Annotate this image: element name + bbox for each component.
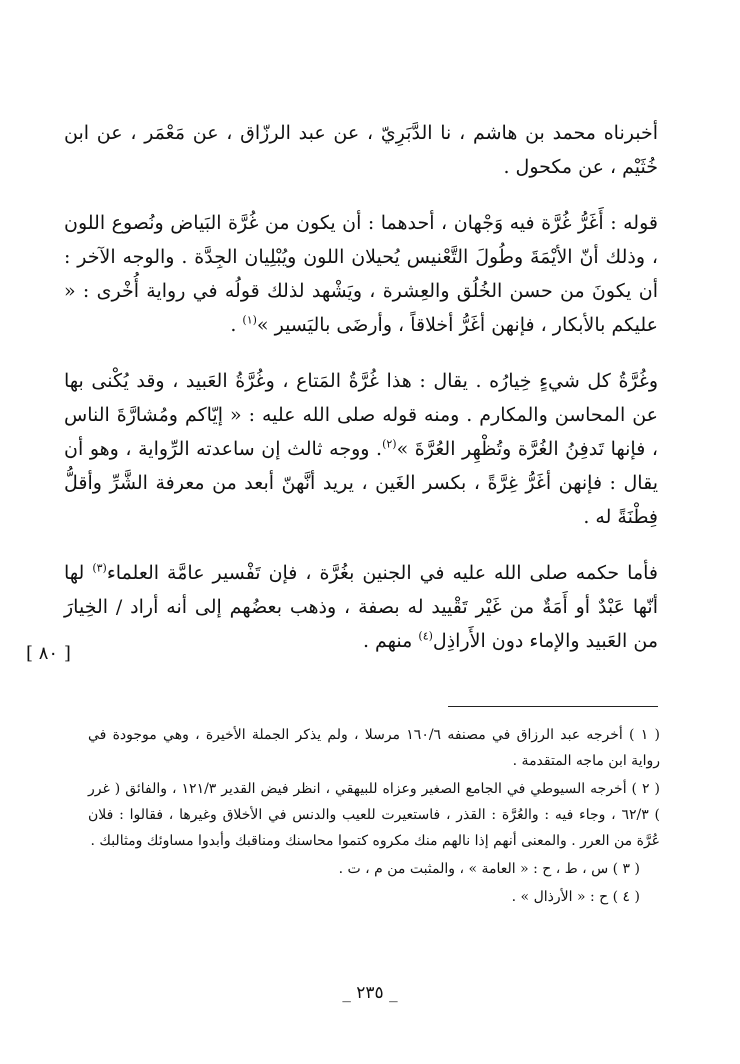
footnote-3: ( ٣ ) س ، ط ، ح : « العامة » ، والمثبت من م ، ت . xyxy=(338,861,640,877)
footnotes xyxy=(88,722,660,912)
paragraph-text: وغُرَّةُ كل شيءٍ خِيارُه . يقال : هذا غُرَّةُ المَتاع ، وغُرَّةُ العَبيد ، وقد يُكْنى بها عن المحاسن والمكارم . ومنه قوله صلى الله عليه : « إيّاكم ومُشارَّةَ الناس ، فإنها تَدفِنُ الغُرَّة وتُظْهِر العُرَّةَ » xyxy=(64,370,658,460)
paragraph-text: قوله : أَغَرُّ غُرَّة فيه وَجْهان ، أحدهما : أن يكون من غُرَّة البَياض ونُصوع اللون ، وذلك أنّ الأيْمَةَ وطُولَ التَّعْنيس يُحيلان اللون ويُبْلِيان الجِدَّة . والوجه الآخر : أن يكونَ من حسن الخُلُق والعِشرة ، ويَشْهد لذلك قولُه في رواية أُخْرى : « عليكم بالأبكار ، فإنهن أغَرُّ أخلاقاً ، وأرضَى باليَسير » xyxy=(64,212,658,336)
paragraph-text-continued: لها أنّها عَبْدٌ أو أَمَةٌ من غَيْر تَقْييد له بصفة ، وذهب بعضُهم إلى أنه أراد / الخِيارَ من العَبيد والإماء دون الأَراذِل xyxy=(64,562,658,652)
footnote-divider xyxy=(448,706,658,707)
paragraph-isnad xyxy=(64,116,658,184)
paragraph-end: . xyxy=(230,314,243,336)
paragraph-text: أخبرناه محمد بن هاشم ، نا الدَّبَرِيّ ، عن عبد الرزّاق ، عن مَعْمَر ، عن ابن خُثَيْم ، عن مكحول . xyxy=(64,122,658,178)
footnote-ref-1[interactable]: (١) xyxy=(242,313,257,327)
paragraph-text: فأما حكمه صلى الله عليه في الجنين بغُرَّة ، فإن تَفْسير عامَّة العلماء xyxy=(106,562,658,584)
paragraph-end: منهم . xyxy=(362,630,419,652)
paragraph-meaning xyxy=(64,364,658,534)
paragraph-text-continued: . ووجه ثالث إن ساعدته الرِّواية ، وهو أن يقال : فإنهن أغَرُّ غِرَّةً ، بكسر الغَين ، يريد أنَّهنّ أبعد من معرفة الشَّرِّ وأقلُّ فِطْنَةً له . xyxy=(64,438,658,528)
paragraph-ruling xyxy=(64,556,658,658)
manuscript-folio-ref: [ ٨٠ ] xyxy=(26,643,71,664)
footnote-ref-2[interactable]: (٢) xyxy=(382,437,397,451)
footnote-ref-3[interactable]: (٣) xyxy=(92,561,107,575)
footnote-2: ( ٢ ) أخرجه السيوطي في الجامع الصغير وعزاه للبيهقي ، انظر فيض القدير ١٢١/٣ ، والفائق ( غرر ) ٦٢/٣ ، وجاء فيه : والعُرَّة : القذر ، فاستعيرت للعيب والدنس في الأخلاق وغيرها ، فقالوا : فلان عُرَّة من العرر . والمعنى أنهم إذا نالهم منك مكروه كتموا محاسنك ومناقبك وأبدوا مساوئك ومثالبك . xyxy=(88,781,660,849)
footnote-1: ( ١ ) أخرجه عبد الرزاق في مصنفه ١٦٠/٦ مرسلا ، ولم يذكر الجملة الأخيرة ، وهي موجودة في رواية ابن ماجه المتقدمة . xyxy=(88,727,660,769)
footnote-ref-4[interactable]: (٤) xyxy=(418,629,433,643)
paragraph-explanation xyxy=(64,206,658,342)
footnote-4: ( ٤ ) ح : « الأرذال » . xyxy=(511,889,640,905)
page-number: _ ٢٣٥ _ xyxy=(342,983,398,1003)
